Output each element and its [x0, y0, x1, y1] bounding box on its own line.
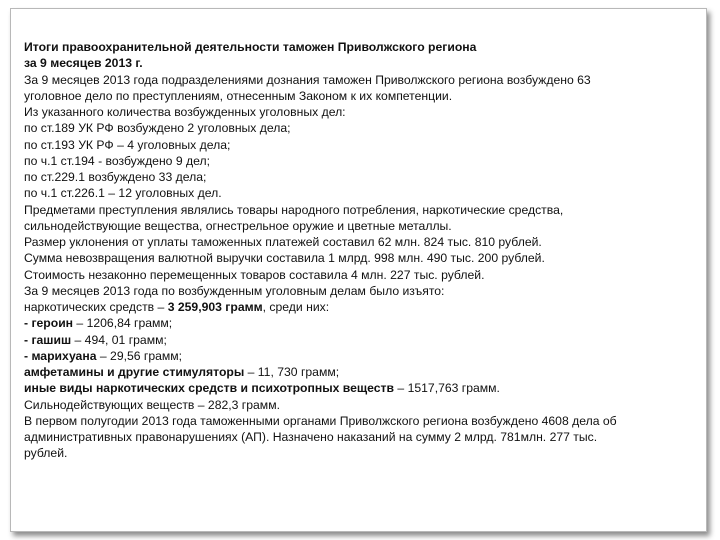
- other-narcotics-line: [24, 380, 706, 396]
- marijuana-line: [24, 348, 706, 364]
- list-item: по ст.189 УК РФ возбуждено 2 уголовных дела;: [24, 121, 291, 136]
- amphetamines-label: амфетамины и другие стимуляторы: [24, 365, 245, 379]
- paragraph-text: В первом полугодии 2013 года таможенными органами Приволжского региона возбуждено 4608 дела об: [24, 413, 617, 428]
- slide-frame: [10, 8, 707, 532]
- list-item: по ч.1 ст.226.1 – 12 уголовных дел.: [24, 186, 222, 201]
- paragraph-text: За 9 месяцев 2013 года подразделениями дознания таможен Приволжского региона возбуждено 63: [24, 72, 591, 87]
- heroin-label: - героин: [24, 316, 74, 331]
- paragraph-text: Стоимость незаконно перемещенных товаров составила 4 млн. 227 тыс. рублей.: [24, 267, 485, 282]
- other-narcotics-value: – 1517,763 грамм.: [394, 381, 500, 396]
- paragraph-text: За 9 месяцев 2013 года по возбужденным уголовным делам было изъято:: [24, 283, 445, 298]
- list-item: по ст.193 УК РФ – 4 уголовных дела;: [24, 137, 231, 152]
- paragraph-text: сильнодействующие вещества, огнестрельное оружие и цветные металлы.: [24, 218, 452, 233]
- document-body: [24, 39, 706, 462]
- paragraph-text: Предметами преступления являлись товары народного потребления, наркотические средства,: [24, 202, 564, 217]
- hashish-line: [24, 332, 706, 348]
- paragraph-text: уголовное дело по преступлениям, отнесенным Законом к их компетенции.: [24, 88, 453, 103]
- paragraph-text: Размер уклонения от уплаты таможенных платежей составил 62 млн. 824 тыс. 810 рублей.: [24, 235, 542, 249]
- heroin-line: [24, 315, 706, 331]
- heroin-value: – 1206,84 грамм;: [73, 316, 173, 331]
- marijuana-value: – 29,56 грамм;: [96, 348, 183, 363]
- paragraph-text: Из указанного количества возбужденных уголовных дел:: [24, 105, 346, 119]
- amphetamines-line: [24, 364, 706, 380]
- paragraph-text: административных правонарушениях (АП). Назначено наказаний на сумму 2 млрд. 781млн. 277 тыс.: [24, 430, 598, 444]
- paragraph-text: рублей.: [24, 446, 68, 461]
- hashish-label: - гашиш: [24, 332, 72, 347]
- amphetamines-value: – 11, 730 грамм;: [244, 365, 340, 379]
- narcotics-total: 3 259,903 грамм: [167, 300, 263, 314]
- document-title: Итоги правоохранительной деятельности таможен Приволжского региона: [24, 40, 477, 54]
- potent-substances-line: Сильнодействующих веществ – 282,3 грамм.: [24, 397, 280, 412]
- hashish-value: – 494, 01 грамм;: [71, 332, 167, 347]
- list-item: по ч.1 ст.194 - возбуждено 9 дел;: [24, 153, 210, 168]
- marijuana-label: - марихуана: [24, 348, 97, 363]
- narcotics-prefix: наркотических средств –: [24, 300, 168, 314]
- other-narcotics-label: иные виды наркотических средств и психотропных веществ: [24, 381, 395, 396]
- list-item: по ст.229.1 возбуждено 33 дела;: [24, 170, 207, 184]
- narcotics-total-line: [24, 299, 706, 315]
- narcotics-suffix: , среди них:: [262, 300, 330, 314]
- paragraph-text: Сумма невозвращения валютной выручки составила 1 млрд. 998 млн. 490 тыс. 200 рублей.: [24, 251, 545, 266]
- document-subtitle: за 9 месяцев 2013 г.: [24, 56, 143, 71]
